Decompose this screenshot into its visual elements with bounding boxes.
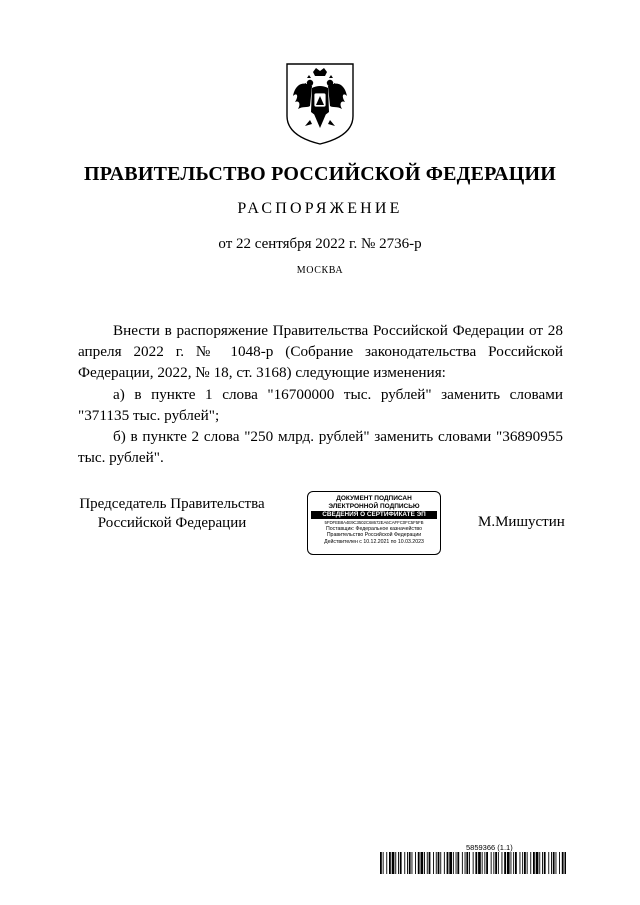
coat-of-arms-emblem-icon — [283, 62, 357, 146]
government-title: ПРАВИТЕЛЬСТВО РОССИЙСКОЙ ФЕДЕРАЦИИ — [84, 163, 556, 185]
position-line-1: Председатель Правительства — [79, 496, 265, 512]
document-body — [78, 320, 563, 468]
city: МОСКВА — [296, 265, 344, 276]
document-type: РАСПОРЯЖЕНИЕ — [237, 200, 403, 217]
signatory-position — [72, 495, 272, 533]
stamp-title-2: ЭЛЕКТРОННОЙ ПОДПИСЬЮ — [328, 502, 420, 510]
stamp-serial: 5FDFEB8A4E9C3502C68672EA6CAFFC0FC5F5FB — [324, 520, 424, 525]
date-and-number: от 22 сентября 2022 г. № 2736-р — [218, 236, 422, 252]
main-paragraph: Внести в распоряжение Правительства Российской Федерации от 28 апреля 2022 г. № 1048-р (Собрание законодательства Российской Федерации, 2022, № 18, ст. 3168) следующие изменения: — [78, 322, 563, 382]
stamp-title-1: ДОКУМЕНТ ПОДПИСАН — [336, 495, 412, 502]
stamp-validity: Действителен с 10.12.2021 по 10.03.2023 — [324, 538, 424, 545]
stamp-owner: Правительство Российской Федерации — [326, 532, 422, 539]
stamp-issuer: Поставщик: Федеральное казначейство — [326, 526, 422, 532]
electronic-signature-stamp — [307, 491, 441, 555]
barcode-number: 5859366 (1.1) — [466, 843, 513, 852]
position-line-2: Российской Федерации — [97, 515, 247, 531]
stamp-certificate-label: СВЕДЕНИЯ О СЕРТИФИКАТЕ ЭП — [311, 511, 437, 519]
barcode-icon — [380, 852, 566, 874]
item-a: а) в пункте 1 слова "16700000 тыс. рублей" заменить словами "371135 тыс. рублей"; — [78, 385, 563, 424]
item-b: б) в пункте 2 слова "250 млрд. рублей" заменить словами "36890955 тыс. рублей". — [78, 428, 563, 467]
signatory-name: М.Мишустин — [478, 514, 565, 530]
